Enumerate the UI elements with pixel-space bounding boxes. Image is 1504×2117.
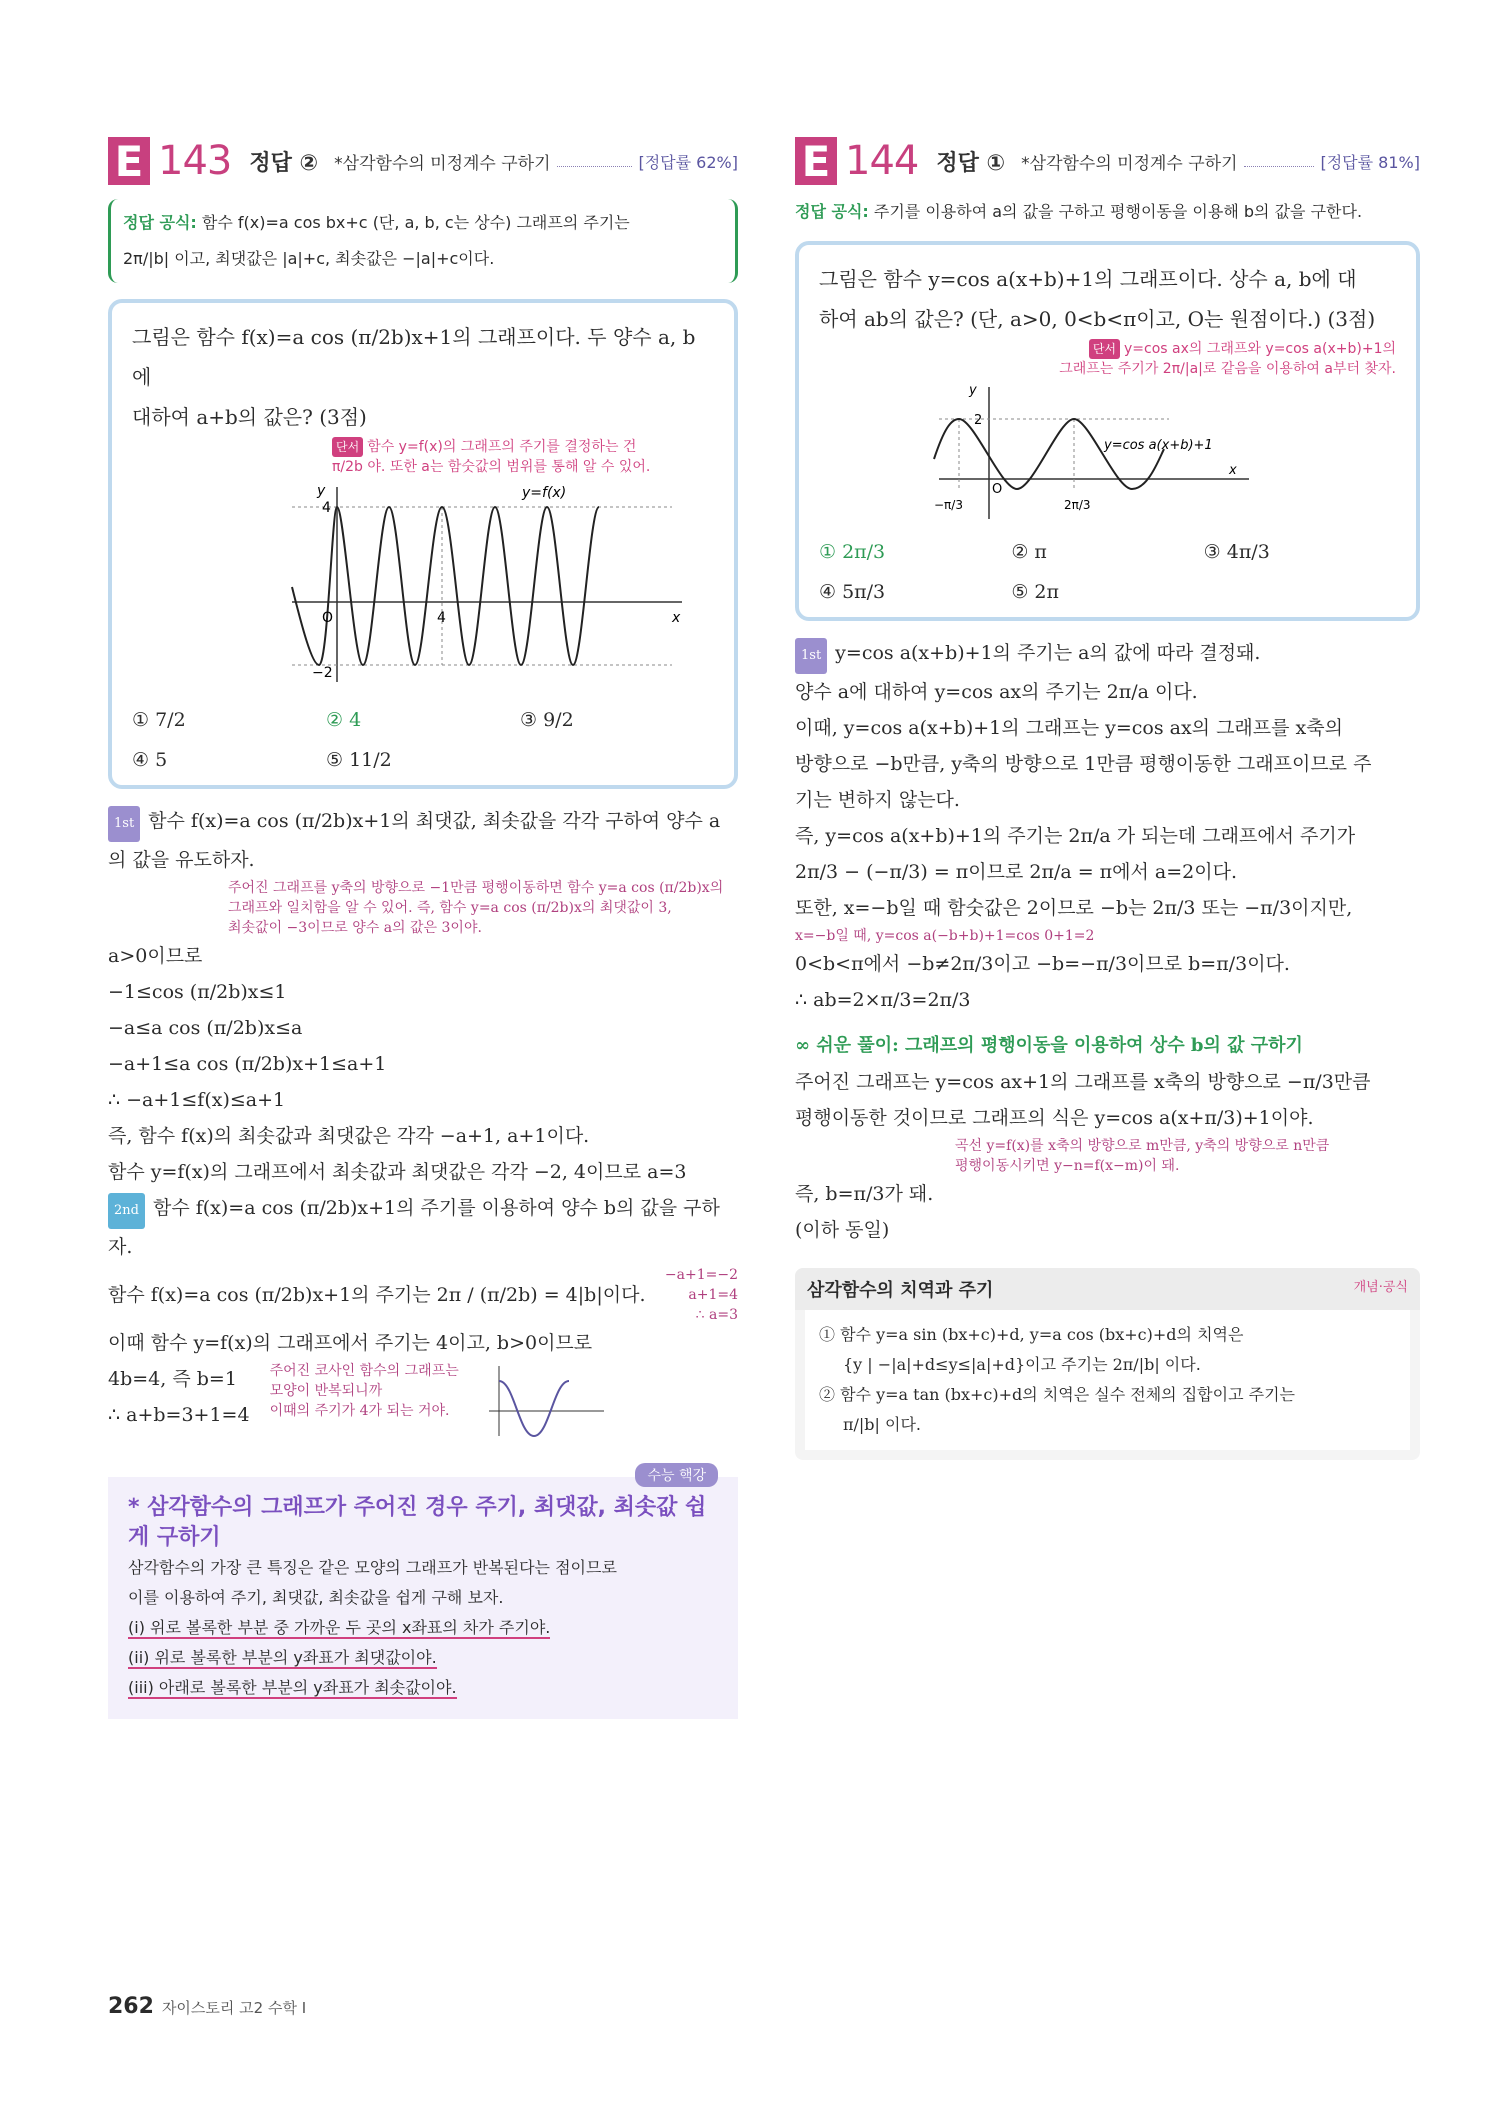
answer-label: 정답 ② — [249, 150, 319, 176]
concept-line-4: π/|b| 이다. — [843, 1415, 922, 1434]
x-left-tick: −π/3 — [934, 498, 963, 512]
equation-7: 함수 f(x)=a cos (π/2b)x+1의 주기는 2π / (π/2b) = 4|b|이다. — [108, 1284, 646, 1306]
summary-box — [108, 1468, 738, 1719]
choice-3[interactable]: ③ 9/2 — [520, 709, 574, 731]
y-label: y — [317, 483, 326, 499]
concept-header — [795, 1268, 1420, 1310]
easy-note-2: 평행이동시키면 y−n=f(x−m)이 돼. — [955, 1158, 1180, 1174]
easy-line-1: 주어진 그래프는 y=cos ax+1의 그래프를 x축의 방향으로 −π/3만큼 — [795, 1071, 1371, 1093]
clue-line-2: 그래프는 주기가 2π/|a|로 같음을 이용하여 a부터 찾자. — [1059, 361, 1396, 377]
paragraph-7: 또한, x=−b일 때 함숫값은 2이므로 −b는 2π/3 또는 −π/3이지만, — [795, 897, 1353, 919]
cosine-graph — [272, 477, 692, 697]
curve-label: y=cos a(x+b)+1 — [1104, 438, 1213, 453]
formula-text: 주기를 이용하여 a의 값을 구하고 평행이동을 이용해 b의 값을 구한다. — [873, 202, 1363, 221]
equation-1: −1≤cos (π/2b)x≤1 — [108, 981, 287, 1003]
dotted-leader — [557, 156, 633, 167]
step-2 — [108, 1190, 738, 1265]
formula-line-2: 2π/|b| 이고, 최댓값은 |a|+c, 최솟값은 −|a|+c이다. — [123, 249, 495, 268]
answer-formula — [108, 199, 738, 283]
step-1-text: 함수 f(x)=a cos (π/2b)x+1의 최댓값, 최솟값을 각각 구하여 양수 a의 값을 유도하자. — [108, 810, 721, 871]
side-1: −a+1=−2 — [664, 1267, 738, 1283]
question-line-1: 그림은 함수 f(x)=a cos (π/2b)x+1의 그래프이다. 두 양수 a, b에 — [132, 325, 696, 389]
choice-1[interactable]: ① 2π/3 — [819, 541, 886, 563]
page-footer — [108, 1994, 306, 2019]
paragraph-3: 방향으로 −b만큼, y축의 방향으로 1만큼 평행이동한 그래프이므로 주 — [795, 753, 1372, 775]
y-min-tick: −2 — [312, 665, 333, 681]
step-2-text: 함수 f(x)=a cos (π/2b)x+1의 주기를 이용하여 양수 b의 값을 구하자. — [108, 1197, 720, 1258]
side-2: a+1=4 — [688, 1287, 738, 1303]
choice-4[interactable]: ④ 5 — [132, 749, 168, 771]
choice-5[interactable]: ⑤ 11/2 — [326, 749, 392, 771]
paragraph-9: ∴ ab=2×π/3=2π/3 — [795, 989, 971, 1011]
curve-label: y=f(x) — [522, 485, 567, 501]
choice-2[interactable]: ② π — [1011, 541, 1047, 563]
equation-0: a>0이므로 — [108, 945, 203, 967]
step-1 — [795, 635, 1420, 674]
answer-label: 정답 ① — [936, 150, 1006, 176]
summary-line-2: 이를 이용하여 주기, 최댓값, 최솟값을 쉽게 구해 보자. — [128, 1588, 504, 1607]
answer-formula — [795, 199, 1420, 225]
cosine-curve — [292, 507, 599, 665]
final-row — [108, 1361, 738, 1441]
equation-8: 이때 함수 y=f(x)의 그래프에서 주기는 4이고, b>0이므로 — [108, 1332, 593, 1354]
concept-line-3: ② 함수 y=a tan (bx+c)+d의 치역은 실수 전체의 집합이고 주기는 — [819, 1385, 1296, 1404]
small-note-2: 모양이 반복되니까 — [269, 1383, 383, 1399]
summary-text — [128, 1553, 718, 1703]
concept-title: 삼각함수의 치역과 주기 — [807, 1280, 994, 1301]
summary-line-1: 삼각함수의 가장 큰 특징은 같은 모양의 그래프가 반복된다는 점이므로 — [128, 1558, 617, 1577]
easy-line-4: (이하 동일) — [795, 1219, 890, 1241]
dotted-leader — [1244, 156, 1315, 167]
question-line-2: 하여 ab의 값은? (단, a>0, 0<b<π이고, O는 원점이다.) (3점) — [819, 307, 1376, 331]
clue-badge: 단서 — [332, 437, 363, 457]
clue-line-1: y=cos ax의 그래프와 y=cos a(x+b)+1의 — [1124, 341, 1396, 357]
choice-4[interactable]: ④ 5π/3 — [819, 581, 886, 603]
glasses-icon: ∞ — [795, 1035, 817, 1056]
y-max-tick: 2 — [974, 413, 983, 428]
easy-note-1: 곡선 y=f(x)를 x축의 방향으로 m만큼, y축의 방향으로 n만큼 — [955, 1138, 1330, 1154]
question-line-1: 그림은 함수 y=cos a(x+b)+1의 그래프이다. 상수 a, b에 대 — [819, 267, 1357, 291]
formula-label: 정답 공식: — [123, 213, 197, 232]
page-number: 262 — [108, 1994, 154, 2019]
step-1-note — [228, 878, 738, 938]
accuracy-rate: [정답률 62%] — [638, 152, 738, 172]
summary-title: * 삼각함수의 그래프가 주어진 경우 주기, 최댓값, 최솟값 쉽게 구하기 — [128, 1495, 707, 1550]
concept-line-1: ① 함수 y=a sin (bx+c)+d, y=a cos (bx+c)+d의 치역은 — [819, 1325, 1244, 1344]
paragraph-5: 즉, y=cos a(x+b)+1의 주기는 2π/a 가 되는데 그래프에서 주기가 — [795, 825, 1356, 847]
choices — [819, 541, 1396, 603]
easy-line-2: 평행이동한 것이므로 그래프의 식은 y=cos a(x+π/3)+1이야. — [795, 1107, 1314, 1129]
formula-line-1: 함수 f(x)=a cos bx+c (단, a, b, c는 상수) 그래프의 주기는 — [201, 213, 630, 232]
paragraph-2: 이때, y=cos a(x+b)+1의 그래프는 y=cos ax의 그래프를 x축의 — [795, 717, 1343, 739]
easy-note — [955, 1136, 1420, 1176]
summary-badge: 수능 핵강 — [635, 1463, 718, 1487]
summary-point-i: (i) 위로 볼록한 부분 중 가까운 두 곳의 x좌표의 차가 주기야. — [128, 1618, 551, 1637]
equation-4: ∴ −a+1≤f(x)≤a+1 — [108, 1089, 286, 1111]
solution — [795, 635, 1420, 1248]
step-2-badge: 2nd — [108, 1193, 145, 1229]
problem-144 — [795, 135, 1420, 1460]
question-text — [819, 259, 1396, 339]
easy-line-3: 즉, b=π/3가 돼. — [795, 1183, 934, 1205]
note-line-3: 최솟값이 −3이므로 양수 a의 값은 3이야. — [228, 920, 482, 936]
concept-body — [805, 1310, 1410, 1450]
clue-badge: 단서 — [1089, 339, 1120, 359]
clue-line-1: 함수 y=f(x)의 그래프의 주기를 결정하는 건 — [367, 439, 637, 455]
period-row — [108, 1265, 738, 1325]
paragraph-1: 양수 a에 대하여 y=cos ax의 주기는 2π/a 이다. — [795, 681, 1198, 703]
side-3: ∴ a=3 — [695, 1307, 738, 1323]
origin-label: O — [322, 610, 334, 626]
question-text — [132, 317, 714, 437]
equation-2: −a≤a cos (π/2b)x≤a — [108, 1017, 303, 1039]
mini-cosine-graph — [479, 1361, 609, 1441]
question-box — [795, 241, 1420, 621]
y-max-tick: 4 — [322, 500, 331, 516]
equation-6: 함수 y=f(x)의 그래프에서 최솟값과 최댓값은 각각 −2, 4이므로 a=3 — [108, 1161, 687, 1183]
equation-3: −a+1≤a cos (π/2b)x+1≤a+1 — [108, 1053, 387, 1075]
small-note-1: 주어진 코사인 함수의 그래프는 — [269, 1363, 459, 1379]
problem-number: 144 — [845, 138, 919, 184]
note-line-2: 그래프와 일치함을 알 수 있어. 즉, 함수 y=a cos (π/2b)x의 최댓값이 3, — [228, 900, 672, 916]
question-line-2: 대하여 a+b의 값은? (3점) — [132, 405, 367, 429]
x-label: x — [672, 610, 681, 626]
problem-number: 143 — [158, 138, 232, 184]
clue-note — [819, 339, 1396, 379]
choice-1[interactable]: ① 7/2 — [132, 709, 186, 731]
step-1-text: y=cos a(x+b)+1의 주기는 a의 값에 따라 결정돼. — [835, 642, 1261, 664]
x-label: x — [1229, 463, 1237, 478]
equation-9: 4b=4, 즉 b=1 — [108, 1368, 237, 1390]
origin-label: O — [992, 482, 1003, 497]
step-1-badge: 1st — [108, 806, 140, 842]
equation-5: 즉, 함수 f(x)의 최솟값과 최댓값은 각각 −a+1, a+1이다. — [108, 1125, 590, 1147]
y-label: y — [969, 383, 977, 398]
clue-line-2: π/2b 야. 또한 a는 함숫값의 범위를 통해 알 수 있어. — [332, 459, 651, 475]
question-box — [108, 299, 738, 789]
choice-3[interactable]: ③ 4π/3 — [1203, 541, 1270, 563]
x-period-tick: 4 — [437, 610, 446, 626]
problem-header — [108, 135, 738, 187]
problem-badge: E — [795, 137, 837, 185]
problem-header — [795, 135, 1420, 187]
paragraph-6: 2π/3 − (−π/3) = π이므로 2π/a = π에서 a=2이다. — [795, 861, 1237, 883]
problem-badge: E — [108, 137, 150, 185]
solution — [108, 803, 738, 1441]
concept-line-2: {y | −|a|+d≤y≤|a|+d}이고 주기는 2π/|b| 이다. — [843, 1355, 1201, 1374]
side-calc — [665, 1265, 738, 1325]
paragraph-4: 기는 변하지 않는다. — [795, 789, 960, 811]
small-note-3: 이때의 주기가 4가 되는 거야. — [269, 1403, 450, 1419]
summary-point-ii: (ii) 위로 볼록한 부분의 y좌표가 최댓값이야. — [128, 1648, 437, 1667]
concept-tag: 개념·공식 — [1353, 1280, 1408, 1295]
period-note — [270, 1361, 459, 1441]
accuracy-rate: [정답률 81%] — [1320, 152, 1420, 172]
choices — [132, 709, 714, 771]
book-title: 자이스토리 고2 수학 I — [161, 1999, 307, 2017]
paragraph-8: 0<b<π에서 −b≠2π/3이고 −b=−π/3이므로 b=π/3이다. — [795, 953, 1290, 975]
equation-10: ∴ a+b=3+1=4 — [108, 1404, 250, 1426]
easy-solution-title — [795, 1028, 1420, 1064]
step-1 — [108, 803, 738, 878]
formula-label: 정답 공식: — [795, 202, 869, 221]
topic-label: *삼각함수의 미정계수 구하기 — [1021, 153, 1238, 174]
summary-point-iii: (iii) 아래로 볼록한 부분의 y좌표가 최솟값이야. — [128, 1678, 457, 1697]
topic-label: *삼각함수의 미정계수 구하기 — [334, 153, 551, 174]
easy-title-text: 쉬운 풀이: 그래프의 평행이동을 이용하여 상수 b의 값 구하기 — [816, 1035, 1303, 1056]
clue-note — [332, 437, 714, 477]
step-1-badge: 1st — [795, 638, 827, 674]
choice-2[interactable]: ② 4 — [326, 709, 362, 731]
choice-5[interactable]: ⑤ 2π — [1011, 581, 1059, 603]
note-line-1: 주어진 그래프를 y축의 방향으로 −1만큼 평행이동하면 함수 y=a cos (π/2b)x의 — [228, 880, 724, 896]
problem-143 — [108, 135, 738, 1719]
paragraph-7-note: x=−b일 때, y=cos a(−b+b)+1=cos 0+1=2 — [795, 928, 1095, 944]
concept-box — [795, 1268, 1420, 1460]
mini-curve — [499, 1381, 569, 1436]
cosine-graph — [929, 379, 1289, 529]
x-right-tick: 2π/3 — [1064, 498, 1091, 512]
